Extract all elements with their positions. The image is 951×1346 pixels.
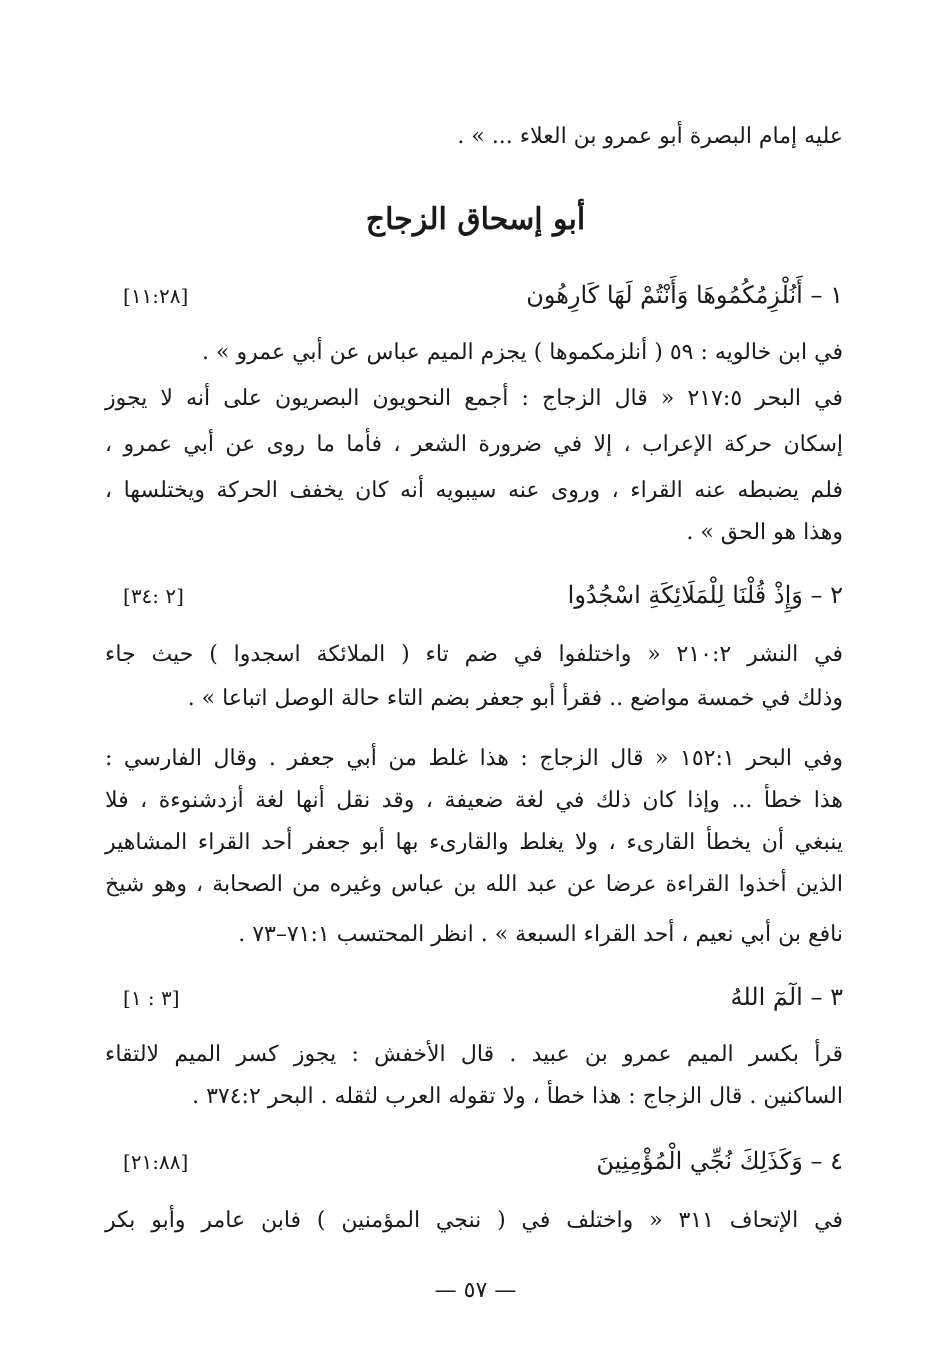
paragraph-line: وفي البحر ١٥٢:١ « قال الزجاج : هذا غلط من أبي جعفر . وقال الفارسي : [105, 746, 843, 771]
paragraph-line: في ابن خالويه : ٥٩ ( أنلزمكموها ) يجزم الميم عباس عن أبي عمرو » . [202, 340, 843, 365]
paragraph-line: الذين أخذوا القراءة عرضا عن عبد الله بن عباس وغيره من الصحابة ، وهو شيخ [105, 872, 843, 897]
paragraph-line: في النشر ٢١٠:٢ « واختلفوا في ضم تاء ( الملائكة اسجدوا ) حيث جاء [105, 642, 844, 667]
paragraph-line: الساكنين . قال الزجاج : هذا خطأ ، ولا تقوله العرب لثقله . البحر ٣٧٤:٢ . [192, 1084, 843, 1109]
paragraph-line: في البحر ٢١٧:٥ « قال الزجاج : أجمع النحويون البصريون على أنه لا يجوز [105, 386, 843, 411]
verse-entry-1 [105, 278, 843, 312]
paragraph-line: إسكان حركة الإعراب ، إلا في ضرورة الشعر ، فأما ما روى عن أبي عمرو ، [105, 432, 843, 457]
verse-entry-2 [105, 578, 843, 612]
verse-reference: [٢١:٨٨] [123, 1150, 189, 1174]
verse-entry-3 [105, 980, 843, 1014]
paragraph-line: قرأ بكسر الميم عمرو بن عبيد . قال الأخفش : يجوز كسر الميم لالتقاء [105, 1042, 844, 1067]
paragraph-line: ينبغي أن يخطأ القارىء ، ولا يغلط والقارىء بها أبو جعفر أحد القراء المشاهير [105, 830, 843, 855]
verse-text: ١ – أَنُلْزِمُكُمُوهَا وَأَنْتُمْ لَهَا كَارِهُون [526, 281, 843, 309]
verse-text: ٣ – الٓمٓ اللهُ [730, 983, 843, 1011]
verse-reference: [٢ :٣٤] [123, 584, 184, 608]
paragraph-line: وذلك في خمسة مواضع .. فقرأ أبو جعفر بضم التاء حالة الوصل اتباعا » . [187, 686, 843, 711]
verse-reference: [٣ : ١] [123, 986, 180, 1010]
paragraph-line: وهذا هو الحق » . [686, 520, 843, 545]
verse-entry-4 [105, 1144, 843, 1178]
verse-reference: [١١:٢٨] [123, 284, 189, 308]
section-title: أبو إسحاق الزجاج [365, 202, 586, 237]
paragraph-line: هذا خطأ ... وإذا كان ذلك في لغة ضعيفة ، وقد نقل أنها لغة أزدشنوءة ، فلا [105, 788, 843, 813]
paragraph-line: في الإتحاف ٣١١ « واختلف في ( ننجي المؤمنين ) فابن عامر وأبو بكر [105, 1208, 843, 1233]
paragraph-line: فلم يضبطه عنه القراء ، وروى عنه سيبويه أنه كان يخفف الحركة ويختلسها ، [105, 478, 843, 503]
page-number: — ٥٧ — [434, 1278, 517, 1303]
verse-text: ٢ – وَإِذْ قُلْنَا لِلْمَلَائِكَةِ اسْجُدُوا [567, 581, 843, 609]
paragraph-line: نافع بن أبي نعيم ، أحد القراء السبعة » . انظر المحتسب ٧١:١–٧٣ . [238, 922, 843, 947]
intro-line: عليه إمام البصرة أبو عمرو بن العلاء ... » . [457, 124, 843, 149]
verse-text: ٤ – وَكَذَلِكَ نُجِّي الْمُؤْمِنِينَ [596, 1147, 843, 1175]
